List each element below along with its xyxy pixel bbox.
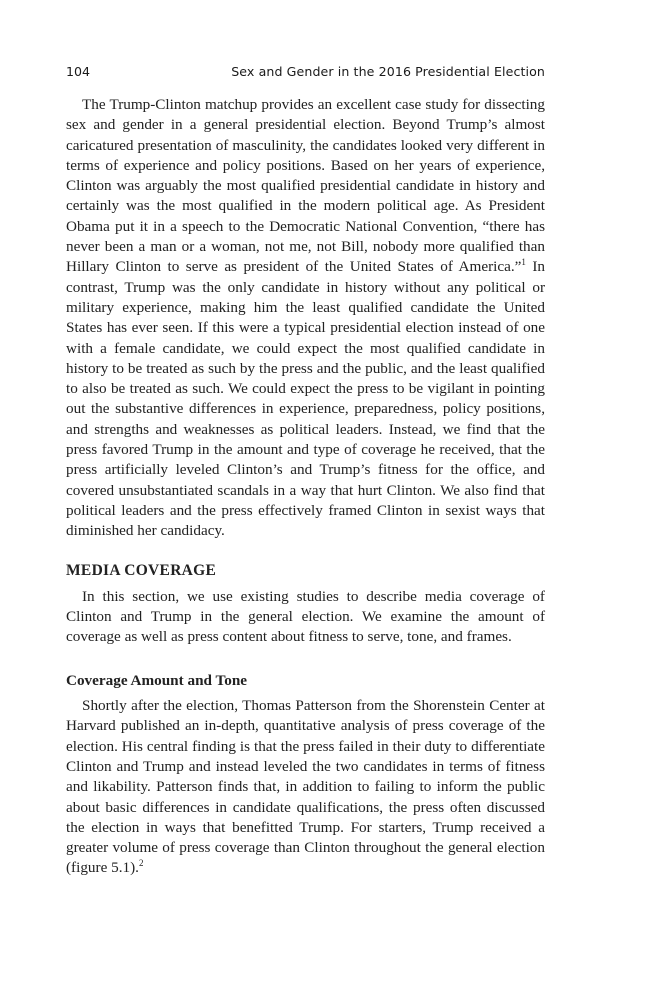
running-head	[66, 64, 545, 86]
paragraph-coverage-amount-text: Shortly after the election, Thomas Patterson from the Shorenstein Center at Harvard published an in-depth, quantitative analysis of press coverage of the election. His central finding is that the press failed in their duty to differentiate Clinton and Trump and instead leveled the two candidates in terms of fitness and likability. Patterson finds that, in addition to failing to inform the public about basic differences in candidate qualifications, the press often discussed the election in ways that benefitted Trump. For starters, Trump received a greater volume of press coverage than Clinton throughout the general election (figure 5.1).	[66, 697, 545, 877]
running-title: Sex and Gender in the 2016 Presidential Election	[231, 64, 545, 79]
paragraph-media-coverage: In this section, we use existing studies to describe media coverage of Clinton and Trump in the general election. We examine the amount of coverage as well as press content about fitness to serve, tone, and frames.	[66, 587, 545, 646]
paragraph-intro-text-a: The Trump-Clinton matchup provides an excellent case study for dissecting sex and gender in a general presidential election. Beyond Trump’s almost caricatured presentation of masculinity, the candidates looked very different in terms of experience and policy positions. Based on her years of experience, Clinton was arguably the most qualified presidential candidate in history and certainly was the most qualified in the modern political age. As President Obama put it in a speech to the Democratic National Convention, “there has never been a man or a woman, not me, not Bill, nobody more qualified than Hillary Clinton to serve as president of the United States of America.”	[66, 96, 545, 276]
section-heading: MEDIA COVERAGE	[66, 561, 217, 579]
paragraph-intro	[66, 95, 545, 542]
paragraph-coverage-amount	[66, 696, 545, 879]
body-text	[66, 95, 545, 879]
footnote-ref-2: 2	[138, 858, 144, 869]
subsection-heading: Coverage Amount and Tone	[66, 671, 248, 689]
footnote-ref-1: 1	[521, 257, 526, 268]
paragraph-intro-text-b: In contrast, Trump was the only candidate in history without any political or military experience, making him the least qualified candidate the United States has ever seen. If this were a typical presidential election instead of one with a female candidate, we could expect the most qualified candidate in history to be treated as such by the press and the public, and the least qualified to also be treated as such. We could expect the press to be vigilant in pointing out the substantive differences in experience, preparedness, policy positions, and strengths and weaknesses as political leaders. Instead, we find that the press favored Trump in the amount and type of coverage he received, that the press artificially leveled Clinton’s and Trump’s fitness for the office, and covered unsubstantiated scandals in a way that hurt Clinton. We also find that political leaders and the press effectively framed Clinton in sexist ways that diminished her candidacy.	[66, 258, 545, 540]
book-page	[66, 64, 545, 879]
page-number: 104	[66, 64, 91, 79]
